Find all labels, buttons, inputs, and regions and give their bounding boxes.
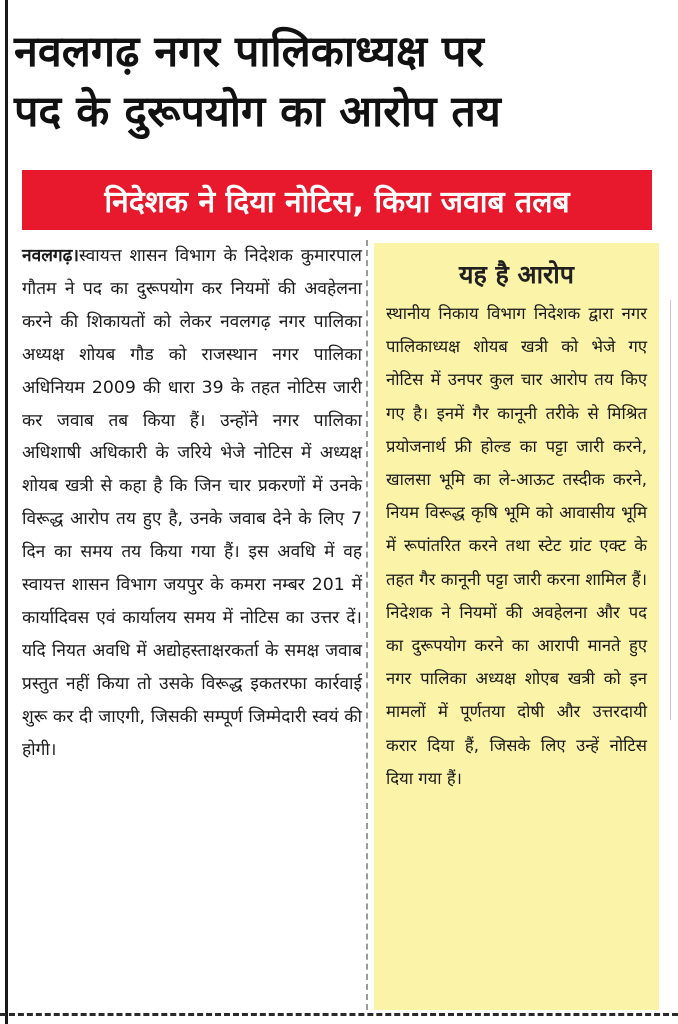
subheadline: निदेशक ने दिया नोटिस, किया जवाब तलब: [104, 184, 570, 220]
bottom-dashed-rule: [0, 1013, 678, 1016]
subheadline-banner: [22, 170, 652, 230]
column-divider: [366, 240, 368, 1010]
article-body-column: [22, 240, 362, 767]
allegations-box-text: स्थानीय निकाय विभाग निदेशक द्वारा नगर पालिकाध्यक्ष शोयब खत्री को भेजे गए नोटिस में उनपर कुल चार आरोप तय किए गए है। इनमें गैर कानूनी तरीके से मिश्रित प्रयोजनार्थ फ्री होल्ड का पट्टा जारी करने, खालसा भूमि का ले-आऊट तस्दीक करने, नियम विरूद्ध कृषि भूमि को आवासीय भूमि में रूपांतरित करने तथा स्टेट ग्रांट एक्ट के तहत गैर कानूनी पट्टा जारी करना शामिल हैं। निदेशक ने नियमों की अवहेलना और पद का दुरूपयोग करने का आरापी मानते हुए नगर पालिका अध्यक्ष शोएब खत्री को इन मामलों में पूर्णतया दोषी और उत्तरदायी करार दिया हैं, जिसके लिए उन्हें नोटिस दिया गया हैं।: [386, 304, 647, 788]
headline: [14, 22, 664, 142]
adjacent-page-edge: [670, 300, 678, 720]
allegations-box-title: यह है आरोप: [459, 260, 574, 289]
article-dateline: नवलगढ़।: [22, 246, 79, 266]
article-body-text: स्वायत्त शासन विभाग के निदेशक कुमारपाल गौतम ने पद का दुरूपयोग कर नियमों की अवहेलना करने की शिकायतों को लेकर नवलगढ़ नगर पालिका अध्यक्ष शोयब गौड को राजस्थान नगर पालिका अधिनियम 2009 की धारा 39 के तहत नोटिस जारी कर जवाब तब किया हैं। उन्होंने नगर पालिका अधिशाषी अधिकारी के जरिये भेजे नोटिस में अध्यक्ष शोयब खत्री से कहा है कि जिन चार प्रकरणों में उनके विरूद्ध आरोप तय हुए है, उनके जवाब देने के लिए 7 दिन का समय तय किया गया हैं। इस अवधि में वह स्वायत्त शासन विभाग जयपुर के कमरा नम्बर 201 में कार्यादिवस एवं कार्यालय समय में नोटिस का उत्तर दें। यदि नियत अवधि में अद्योहस्ताक्षरकर्ता के समक्ष जवाब प्रस्तुत नहीं किया तो उसके विरूद्ध इकतरफा कार्रवाई शुरू कर दी जाएगी, जिसकी सम्पूर्ण जिम्मेदारी स्वयं की होगी।: [22, 246, 362, 760]
headline-line-2: पद के दुरूपयोग का आरोप तय: [14, 87, 501, 137]
allegations-box: [374, 243, 659, 1010]
headline-line-1: नवलगढ़ नगर पालिकाध्यक्ष पर: [14, 27, 484, 77]
page-edge-rule: [5, 0, 8, 1024]
